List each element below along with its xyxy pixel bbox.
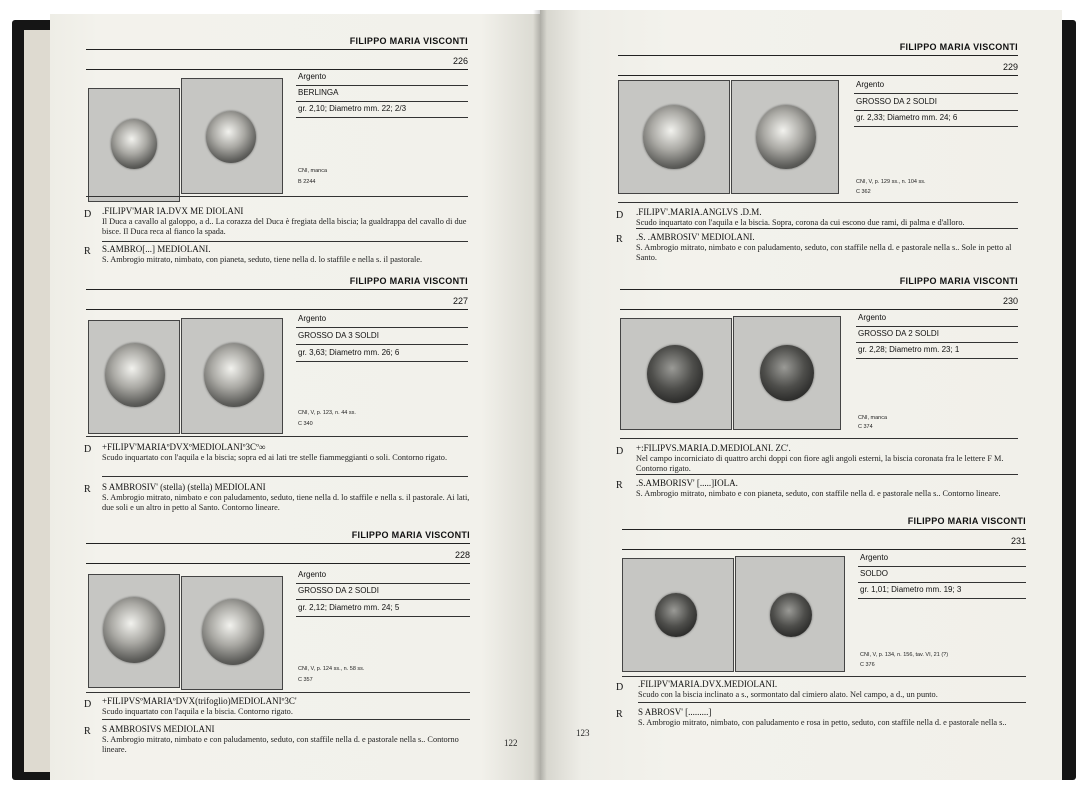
rule xyxy=(620,438,1018,439)
rule xyxy=(856,358,1018,359)
obverse-letter: D xyxy=(84,209,92,220)
obverse-photo xyxy=(88,574,180,688)
reverse-photo xyxy=(181,576,283,690)
catalog-entry xyxy=(618,42,1018,262)
denomination: SOLDO xyxy=(860,569,889,578)
reverse-legend: .S.AMBORISV' [.....]IOLA. xyxy=(636,478,738,488)
metal: Argento xyxy=(298,570,327,579)
coin-obverse xyxy=(103,597,165,663)
rule xyxy=(858,598,1026,599)
reverse-legend: S.AMBRO[...] MEDIOLANI. xyxy=(102,244,211,254)
metal: Argento xyxy=(298,72,327,81)
reverse-description: S. Ambrogio mitrato, nimbato, con pianeta, seduto, tiene nella d. lo staffile e nella s. il pastorale. xyxy=(102,255,423,264)
rule xyxy=(296,85,468,86)
rule xyxy=(86,692,470,693)
coin-reverse xyxy=(204,343,264,407)
rule xyxy=(296,117,468,118)
left-page xyxy=(50,14,540,780)
page-number: 123 xyxy=(576,728,590,738)
reverse-letter: R xyxy=(84,484,91,495)
obverse-legend: .FILIPV'MAR IA.DVX ME DIOLANI xyxy=(102,206,244,216)
rule xyxy=(102,241,468,242)
metal: Argento xyxy=(856,80,885,89)
rule xyxy=(636,228,1018,229)
page-number: 122 xyxy=(504,738,518,748)
denomination: GROSSO DA 2 SOLDI xyxy=(298,586,379,595)
running-head: FILIPPO MARIA VISCONTI xyxy=(899,42,1018,52)
rule xyxy=(86,436,468,437)
coin-reverse xyxy=(756,105,816,169)
reference-2: C 376 xyxy=(860,662,875,668)
reverse-description: S. Ambrogio mitrato, nimbato, con paludamento e rosa in petto, seduto, con staffile nella d. e pastorale nella s.. xyxy=(638,718,1007,727)
rule xyxy=(296,361,468,362)
reverse-letter: R xyxy=(616,234,623,245)
rule xyxy=(296,583,470,584)
catalog-number: 229 xyxy=(1002,62,1018,72)
reference-2: C 357 xyxy=(298,677,313,683)
obverse-description: Nel campo incorniciato di quattro archi doppi con fiore agli angoli esterni, la biscia coronata fra le lettere F M. Contorno rigato. xyxy=(636,454,1004,473)
rule xyxy=(86,49,468,50)
obverse-legend: +FILIPVSºMARIAºDVX(trifoglio)MEDIOLANIº3C' xyxy=(102,696,297,706)
reverse-photo xyxy=(181,318,283,434)
obverse-description: Scudo con la biscia inclinato a s., sormontato dal cimiero alato. Nel campo, a d., un punto. xyxy=(638,690,938,699)
reverse-legend: S AMBROSIVS MEDIOLANI xyxy=(102,724,215,734)
reverse-legend: S AMBROSIV' (stella) (stella) MEDIOLANI xyxy=(102,482,266,492)
weight-diameter: gr. 1,01; Diametro mm. 19; 3 xyxy=(860,585,962,594)
rule xyxy=(86,563,470,564)
obverse-letter: D xyxy=(84,699,92,710)
rule xyxy=(86,289,468,290)
rule xyxy=(618,202,1018,203)
rule xyxy=(86,309,468,310)
obverse-photo xyxy=(622,558,734,672)
reverse-photo xyxy=(731,80,839,194)
catalog-number: 230 xyxy=(1002,296,1018,306)
reverse-description: S. Ambrogio mitrato, nimbato e con paludamento, seduto, con staffile nella d. e pastorale nella s.. Contorno lineare. xyxy=(102,735,459,754)
reverse-photo xyxy=(735,556,845,672)
obverse-letter: D xyxy=(84,444,92,455)
reference-2: C 374 xyxy=(858,424,873,430)
reference-1: CNI, V, p. 134, n. 156, tav. VI, 21 (?) xyxy=(860,652,949,658)
denomination: BERLINGA xyxy=(298,88,339,97)
rule xyxy=(854,93,1018,94)
coin-obverse xyxy=(655,593,697,637)
rule xyxy=(86,196,468,197)
metal: Argento xyxy=(860,553,889,562)
rule xyxy=(296,616,470,617)
rule xyxy=(636,474,1018,475)
reference-1: CNI, V, p. 129 ss., n. 104 ss. xyxy=(856,179,926,185)
reverse-letter: R xyxy=(616,709,623,720)
book-gutter xyxy=(533,10,547,780)
weight-diameter: gr. 3,63; Diametro mm. 26; 6 xyxy=(298,348,400,357)
rule xyxy=(86,543,470,544)
right-page xyxy=(540,10,1062,780)
coin-reverse xyxy=(770,593,812,637)
catalog-number: 228 xyxy=(454,550,470,560)
weight-diameter: gr. 2,33; Diametro mm. 24; 6 xyxy=(856,113,958,122)
reverse-letter: R xyxy=(84,246,91,257)
coin-obverse xyxy=(643,105,705,169)
reverse-letter: R xyxy=(616,480,623,491)
obverse-legend: .FILIPV'MARIA.DVX.MEDIOLANI. xyxy=(638,679,778,689)
reference-1: CNI, manca xyxy=(298,168,328,174)
obverse-description: Scudo inquartato con l'aquila e la biscia; sopra ed ai lati tre stelle fiammeggianti o soli. Contorno rigato. xyxy=(102,453,448,462)
coin-reverse xyxy=(202,599,264,665)
weight-diameter: gr. 2,10; Diametro mm. 22; 2/3 xyxy=(298,104,407,113)
weight-diameter: gr. 2,12; Diametro mm. 24; 5 xyxy=(298,603,400,612)
catalog-number: 226 xyxy=(452,56,468,66)
rule xyxy=(622,549,1026,550)
reference-1: CNI, manca xyxy=(858,415,888,421)
reverse-letter: R xyxy=(84,726,91,737)
rule xyxy=(620,309,1018,310)
obverse-letter: D xyxy=(616,446,624,457)
rule xyxy=(296,101,468,102)
obverse-legend: .FILIPV'.MARIA.ANGLVS .D.M. xyxy=(636,207,762,217)
denomination: GROSSO DA 2 SOLDI xyxy=(856,97,937,106)
reverse-photo xyxy=(733,316,841,430)
reverse-description: S. Ambrogio mitrato, nimbato e con paludamento, seduto, tiene nella d. lo staffile e nella s. il pastorale. Ai lati, due soli e un altro in petto al Santo. Contorno lineare. xyxy=(102,493,470,512)
catalog-entry xyxy=(86,36,468,266)
running-head: FILIPPO MARIA VISCONTI xyxy=(899,276,1018,286)
rule xyxy=(856,326,1018,327)
reference-2: C 362 xyxy=(856,189,871,195)
running-head: FILIPPO MARIA VISCONTI xyxy=(351,530,470,540)
rule xyxy=(854,126,1018,127)
catalog-number: 227 xyxy=(452,296,468,306)
rule xyxy=(86,69,468,70)
rule xyxy=(102,719,470,720)
rule xyxy=(296,344,468,345)
reverse-photo xyxy=(181,78,283,194)
obverse-legend: +:FILIPVS.MARIA.D.MEDIOLANI. ZC'. xyxy=(636,443,791,453)
rule xyxy=(858,566,1026,567)
obverse-photo xyxy=(88,88,180,202)
rule xyxy=(102,476,468,477)
obverse-legend: +FILIPV'MARIAºDVXºMEDIOLANIº3Cº∞ xyxy=(102,442,266,452)
reference-1: CNI, V, p. 123, n. 44 ss. xyxy=(298,410,356,416)
reverse-description: S. Ambrogio mitrato, nimbato e con paludamento, seduto, con staffile nella d. e pastorale nella s.. Sole in petto al Santo. xyxy=(636,243,1012,262)
weight-diameter: gr. 2,28; Diametro mm. 23; 1 xyxy=(858,345,960,354)
rule xyxy=(856,342,1018,343)
obverse-photo xyxy=(618,80,730,194)
coin-reverse xyxy=(760,345,814,401)
rule xyxy=(296,599,470,600)
running-head: FILIPPO MARIA VISCONTI xyxy=(907,516,1026,526)
rule xyxy=(858,582,1026,583)
rule xyxy=(618,55,1018,56)
reference-2: B 2244 xyxy=(298,179,316,185)
metal: Argento xyxy=(858,313,887,322)
reference-2: C 340 xyxy=(298,421,313,427)
rule xyxy=(618,75,1018,76)
catalog-entry xyxy=(616,276,1018,506)
reverse-legend: .S. .AMBROSIV' MEDIOLANI. xyxy=(636,232,755,242)
denomination: GROSSO DA 2 SOLDI xyxy=(858,329,939,338)
rule xyxy=(296,327,468,328)
reference-1: CNI, V, p. 124 ss., n. 58 ss. xyxy=(298,666,365,672)
rule xyxy=(622,676,1026,677)
coin-obverse xyxy=(105,343,165,407)
obverse-letter: D xyxy=(616,210,624,221)
reverse-description: S. Ambrogio mitrato, nimbato e con pianeta, seduto, con staffile nella d. e pastorale nella s.. Contorno lineare. xyxy=(636,489,1001,498)
obverse-description: Il Duca a cavallo al galoppo, a d.. La corazza del Duca è fregiata della biscia; la gualdrappa del cavallo di due bisce. Il Duca reca al fianco la spada. xyxy=(102,217,467,236)
rule xyxy=(622,529,1026,530)
obverse-photo xyxy=(88,320,180,434)
obverse-photo xyxy=(620,318,732,430)
obverse-letter: D xyxy=(616,682,624,693)
catalog-entry xyxy=(86,276,468,526)
denomination: GROSSO DA 3 SOLDI xyxy=(298,331,379,340)
coin-reverse xyxy=(206,111,256,163)
running-head: FILIPPO MARIA VISCONTI xyxy=(349,36,468,46)
obverse-description: Scudo inquartato con l'aquila e la biscia. Sopra, corona da cui escono due rami, di palma e d'alloro. xyxy=(636,218,965,227)
catalog-entry xyxy=(86,530,470,766)
metal: Argento xyxy=(298,314,327,323)
running-head: FILIPPO MARIA VISCONTI xyxy=(349,276,468,286)
obverse-description: Scudo inquartato con l'aquila e la biscia. Contorno rigato. xyxy=(102,707,293,716)
coin-obverse xyxy=(111,119,157,169)
reverse-legend: S ABROSV' [.........] xyxy=(638,707,712,717)
catalog-entry xyxy=(616,516,1026,740)
rule xyxy=(620,289,1018,290)
coin-obverse xyxy=(647,345,703,403)
rule xyxy=(854,110,1018,111)
catalog-number: 231 xyxy=(1010,536,1026,546)
rule xyxy=(638,702,1026,703)
